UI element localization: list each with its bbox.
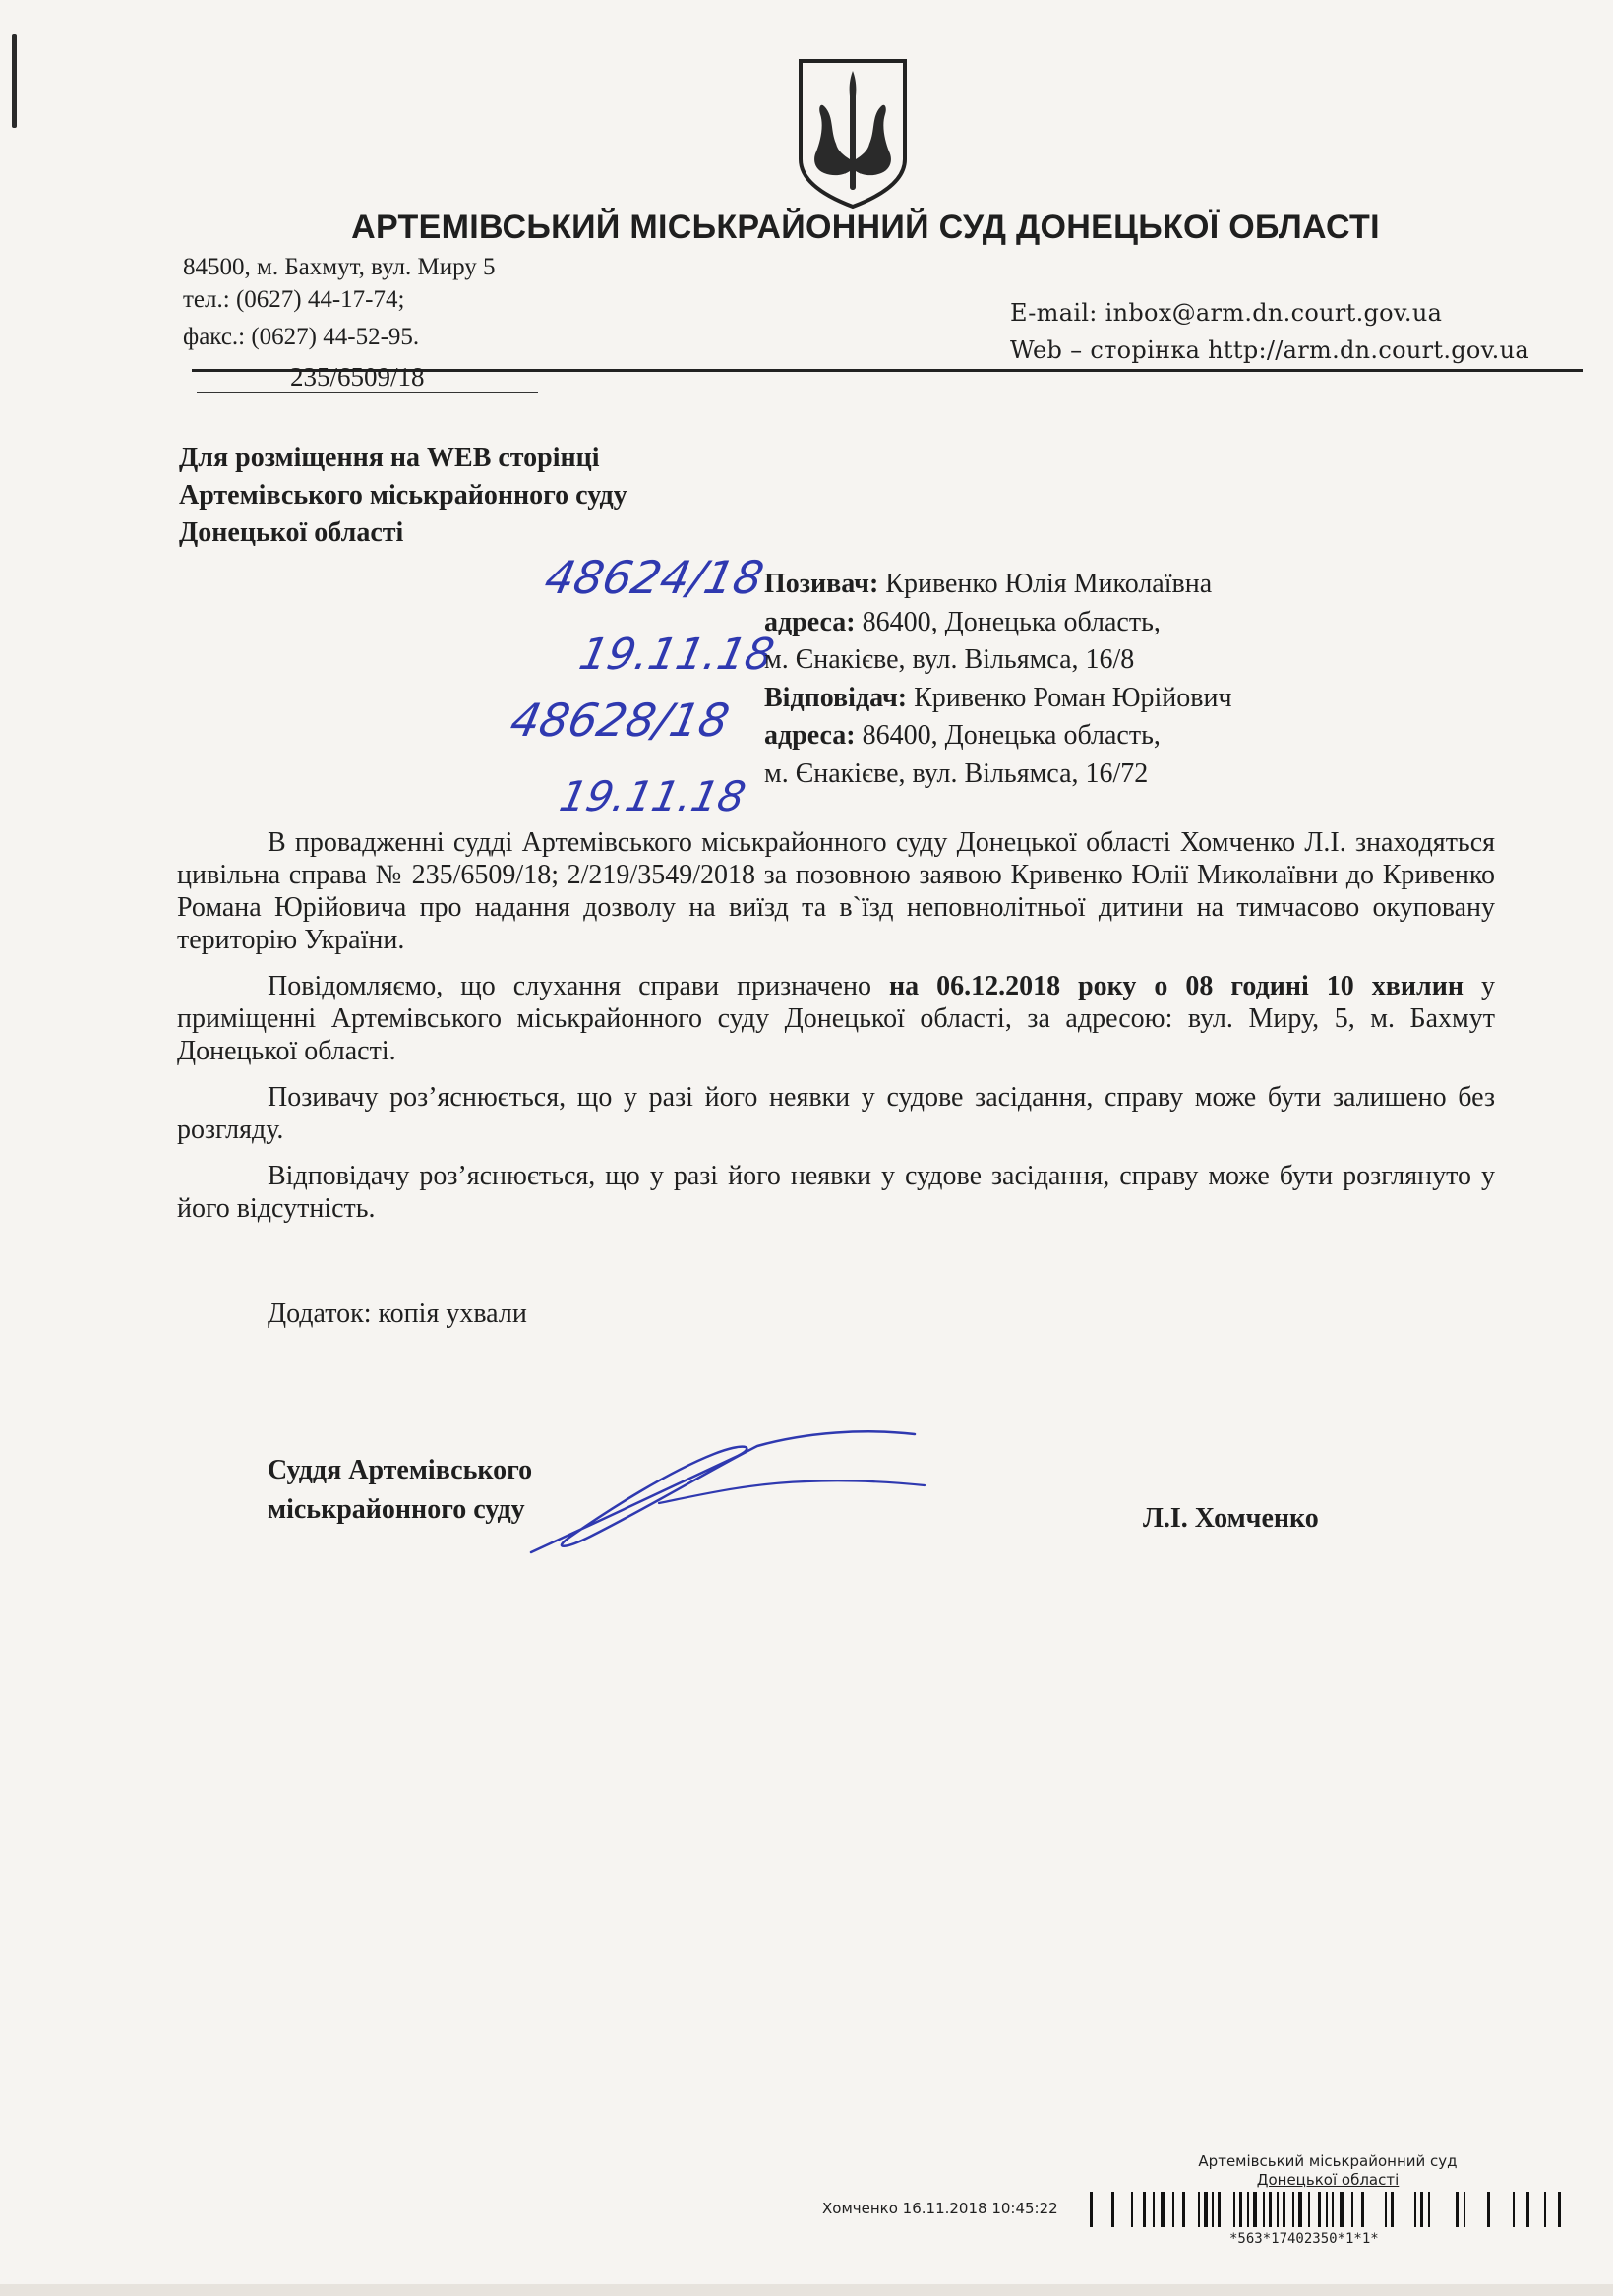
hearing-datetime: на 06.12.2018 року о 08 годині 10 хвилин (888, 971, 1464, 1001)
placement-note (179, 440, 627, 552)
stamp-court-name (1161, 2152, 1495, 2190)
notice-body (177, 826, 1495, 1239)
court-email: E-mail: inbox@arm.dn.court.gov.ua (1010, 299, 1443, 327)
court-website: Web – сторінка http://arm.dn.court.gov.ua (1010, 336, 1529, 364)
barcode-text: *563*17402350*1*1* (1229, 2231, 1379, 2247)
parties-block (764, 566, 1232, 793)
defendant-address-1: 86400, Донецька область, (862, 720, 1161, 751)
registration-number (197, 362, 538, 393)
body-paragraph-2 (177, 970, 1495, 1067)
signer-title-line-1: Суддя Артемівського (268, 1455, 533, 1485)
plaintiff-address-1: 86400, Донецька область, (862, 606, 1161, 637)
body-paragraph-1: В провадженні судді Артемівського міськрайонного суду Донецької області Хомченко Л.І. знаходяться цивільна справа № 235/6509/18; 2/219/3549/2018 за позовною заявою Кривенко Юлії Миколаївни до Кривенко Романа Юрійовича про надання дозволу на виїзд та в`їзд неповнолітньої дитини на тимчасово окуповану територію України. (177, 827, 1495, 955)
handwritten-note-date-1: 19.11.18 (574, 630, 779, 680)
appendix-note: Додаток: копія ухвали (268, 1299, 527, 1329)
signer-title-line-2: міськрайонного суду (268, 1494, 525, 1525)
handwritten-note-number-2: 48628/18 (506, 694, 735, 747)
body-paragraph-2-end: у приміщенні Артемівського міськрайонного суду Донецької області, за адресою: вул. Миру, 5, м. Бахмут Донецької області. (177, 971, 1496, 1066)
body-paragraph-4: Відповідачу роз’яснюється, що у разі його неявки у судове засідання, справу може бути розглянуто у його відсутність. (177, 1161, 1495, 1224)
judge-name: Л.І. Хомченко (1143, 1503, 1319, 1534)
court-fax: факс.: (0627) 44-52-95. (183, 324, 420, 350)
stamp-court-line-2: Донецької області (1256, 2171, 1400, 2189)
page-bottom-edge (0, 2284, 1613, 2296)
court-phone: тел.: (0627) 44-17-74; (183, 286, 405, 313)
defendant-address-line (764, 717, 1232, 755)
handwritten-note-date-2: 19.11.18 (555, 772, 750, 820)
body-paragraph-3: Позивачу роз’яснюється, що у разі його неявки у судове засідання, справу може бути залишено без розгляду. (177, 1082, 1495, 1145)
defendant-address-2: м. Єнакієве, вул. Вільямса, 16/72 (764, 757, 1149, 789)
defendant-label: Відповідач: (764, 682, 908, 713)
coat-of-arms-icon (795, 57, 911, 210)
body-paragraph-2-start: Повідомляємо, що слухання справи призначено (268, 971, 889, 1001)
placement-line-1: Для розміщення на WEB сторінці (179, 443, 600, 473)
registration-number-value: 235/6509/18 (290, 362, 425, 392)
defendant-name: Кривенко Роман Юрійович (914, 682, 1232, 713)
plaintiff-name: Кривенко Юлія Миколаївна (885, 569, 1213, 599)
handwritten-note-number-1: 48624/18 (540, 551, 769, 604)
defendant-line (764, 680, 1232, 718)
plaintiff-label: Позивач: (764, 569, 879, 599)
plaintiff-address-2: м. Єнакієве, вул. Вільямса, 16/8 (764, 644, 1135, 675)
placement-line-3: Донецької області (179, 517, 404, 548)
scan-mark (12, 34, 17, 128)
barcode-icon (1090, 2190, 1572, 2229)
defendant-address-label: адреса: (764, 720, 856, 751)
signer-title (268, 1451, 532, 1530)
stamp-court-line-1: Артемівський міськрайонний суд (1198, 2152, 1458, 2170)
court-name: АРТЕМІВСЬКИЙ МІСЬКРАЙОННИЙ СУД ДОНЕЦЬКОЇ ОБЛАСТІ (351, 209, 1380, 246)
plaintiff-address-label: адреса: (764, 606, 856, 637)
plaintiff-address-line (764, 604, 1232, 642)
placement-line-2: Артемівського міськрайонного суду (179, 480, 627, 511)
court-address: 84500, м. Бахмут, вул. Миру 5 (183, 254, 496, 280)
stamp-signed-by: Хомченко 16.11.2018 10:45:22 (822, 2200, 1058, 2217)
handwritten-signature (511, 1426, 964, 1564)
plaintiff-line (764, 566, 1232, 604)
